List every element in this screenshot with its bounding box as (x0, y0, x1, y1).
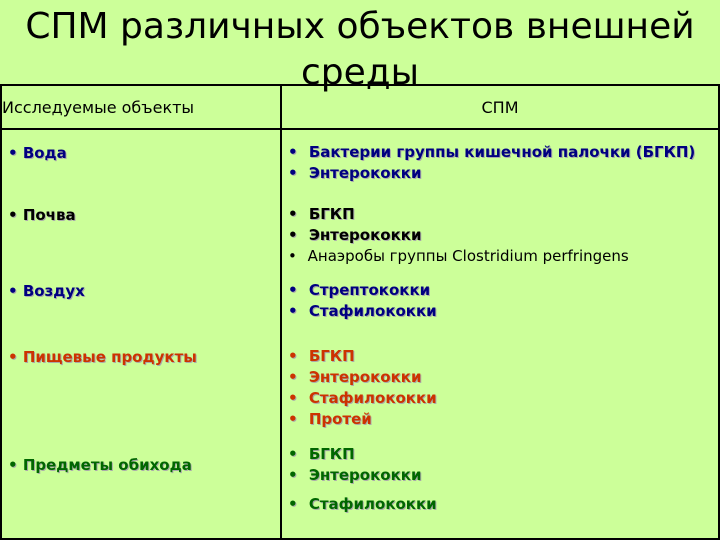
list-item: • Энтерококки (288, 163, 695, 184)
table-header-row (1, 85, 719, 129)
spm-list-soil (288, 204, 629, 267)
list-item: • Энтерококки (288, 225, 629, 246)
title-line-2: среды (300, 52, 420, 93)
object-water: • Вода (8, 144, 67, 162)
list-item: • БГКП (288, 444, 437, 465)
object-air: • Воздух (8, 282, 85, 300)
list-item: • БГКП (288, 204, 629, 225)
list-item: • Стафилококки (288, 301, 437, 322)
header-objects: Исследуемые объекты (1, 85, 281, 129)
list-item: • Бактерии группы кишечной палочки (БГКП) (288, 142, 695, 163)
title-line-1: СПМ различных объектов внешней (25, 6, 695, 47)
list-item: • Анаэробы группы Clostridium perfringens (288, 246, 629, 267)
list-item: • Протей (288, 409, 437, 430)
objects-cell (1, 129, 281, 539)
spm-list-household (288, 444, 437, 515)
spm-table (0, 84, 720, 540)
spm-list-air (288, 280, 437, 322)
object-household-items: • Предметы обихода (8, 456, 192, 474)
page-title (0, 4, 720, 96)
object-food: • Пищевые продукты (8, 348, 197, 366)
spm-cell (281, 129, 719, 539)
header-spm: СПМ (281, 85, 719, 129)
list-item: • Стрептококки (288, 280, 437, 301)
spm-list-water (288, 142, 695, 184)
list-item: • БГКП (288, 346, 437, 367)
object-soil: • Почва (8, 206, 76, 224)
table-body-row (1, 129, 719, 539)
list-item: • Стафилококки (288, 494, 437, 515)
list-item: • Стафилококки (288, 388, 437, 409)
list-item: • Энтерококки (288, 367, 437, 388)
list-item: • Энтерококки (288, 465, 437, 486)
spm-list-food (288, 346, 437, 430)
